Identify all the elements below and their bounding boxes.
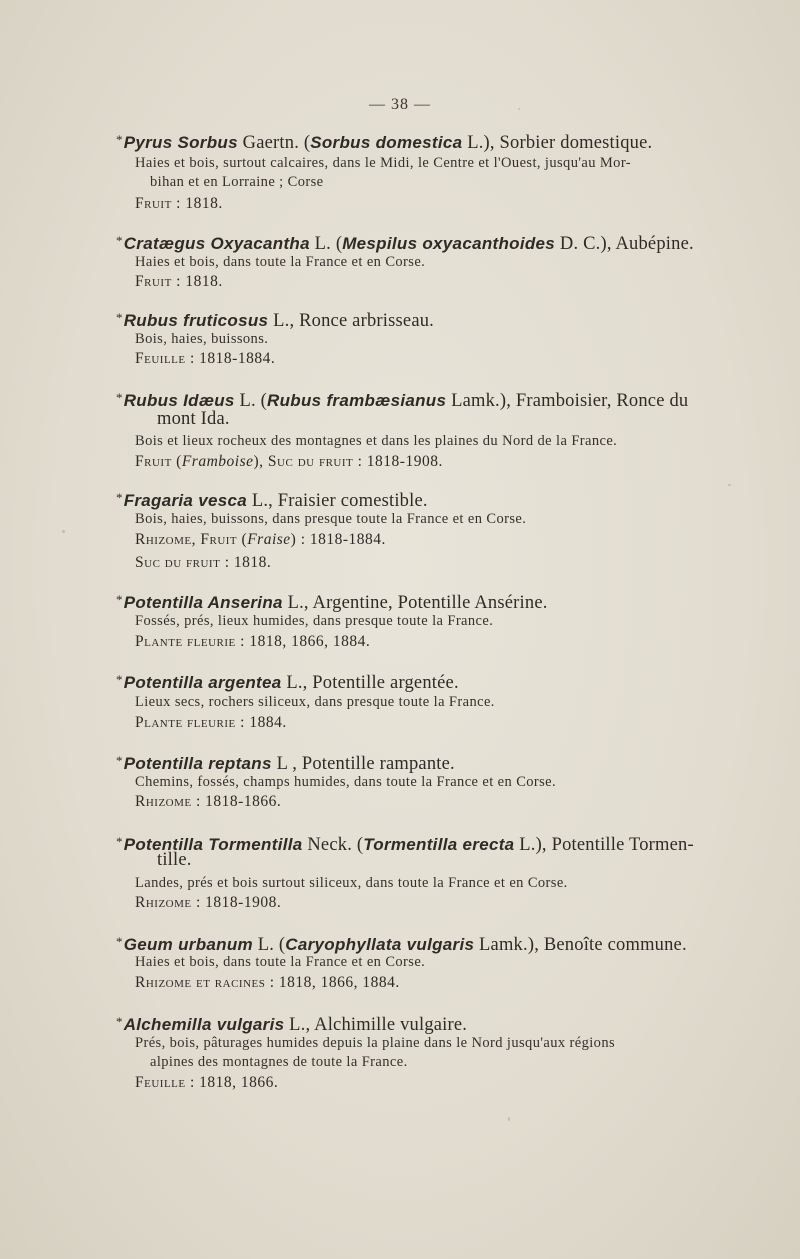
habitat-line: Chemins, fossés, champs humides, dans toute la France et en Corse.	[135, 774, 557, 790]
organ-product: Fraise	[247, 531, 291, 548]
asterisk-mark: *	[116, 132, 123, 147]
author-text: L. (	[309, 234, 343, 254]
asterisk-mark: *	[116, 490, 123, 505]
heading-continuation: mont Ida.	[157, 409, 230, 429]
paper-speck	[62, 530, 65, 533]
habitat-line: Prés, bois, pâturages humides depuis la plaine dans le Nord jusqu'aux régions	[135, 1035, 616, 1051]
latin-name: Potentilla Tormentilla	[123, 835, 303, 854]
organ-dates: Plante fleurie : 1884.	[135, 714, 287, 731]
organ-dates: Rhizome : 1818-1908.	[135, 894, 282, 911]
species-heading	[116, 830, 694, 857]
page-number: — 38 —	[369, 96, 431, 113]
organ-dates: Rhizome : 1818-1866.	[135, 793, 282, 810]
common-name: Lamk.), Framboisier, Ronce du	[446, 391, 689, 411]
organ-dates	[135, 452, 443, 472]
species-heading	[116, 306, 434, 333]
common-name: L , Potentille rampante.	[271, 754, 455, 774]
species-heading	[116, 668, 459, 695]
author-text: Neck. (	[302, 835, 364, 855]
author-text: L. (	[234, 391, 268, 411]
asterisk-mark: *	[116, 753, 123, 768]
synonym-name: Sorbus domestica	[310, 133, 463, 152]
common-name: L., Alchimille vulgaire.	[284, 1015, 468, 1035]
latin-name: Rubus fruticosus	[123, 311, 269, 330]
habitat-line: Bois, haies, buissons, dans presque toute la France et en Corse.	[135, 511, 527, 527]
latin-name: Fragaria vesca	[123, 491, 247, 510]
habitat-line: Bois et lieux rocheux des montagnes et dans les plaines du Nord de la France.	[135, 433, 618, 449]
latin-name: Potentilla argentea	[123, 673, 282, 692]
organ-dates	[135, 530, 386, 550]
latin-name: Pyrus Sorbus	[123, 133, 238, 152]
organ-dates: Fruit : 1818.	[135, 195, 223, 212]
latin-name: Alchemilla vulgaris	[123, 1015, 285, 1034]
synonym-name: Tormentilla erecta	[363, 835, 515, 854]
common-name: L., Ronce arbrisseau.	[268, 311, 435, 331]
latin-name: Cratægus Oxyacantha	[123, 234, 310, 253]
organ-dates: Feuille : 1818-1884.	[135, 350, 276, 367]
organ-product: Framboise	[181, 453, 254, 470]
asterisk-mark: *	[116, 834, 123, 849]
common-name: L.), Sorbier domestique.	[462, 133, 653, 153]
asterisk-mark: *	[116, 1014, 123, 1029]
paper-speck	[508, 1117, 510, 1121]
asterisk-mark: *	[116, 390, 123, 405]
common-name: L.), Potentille Tormen-	[514, 835, 694, 855]
species-heading	[116, 749, 455, 776]
asterisk-mark: *	[116, 310, 123, 325]
species-heading	[116, 128, 652, 155]
organ-dates: Suc du fruit : 1818.	[135, 554, 272, 571]
asterisk-mark: *	[116, 672, 123, 687]
synonym-name: Caryophyllata vulgaris	[285, 935, 475, 954]
synonym-name: Mespilus oxyacanthoides	[342, 234, 556, 253]
habitat-line: bihan et en Lorraine ; Corse	[150, 174, 324, 190]
paper-speck	[518, 108, 520, 110]
habitat-line: Haies et bois, dans toute la France et en Corse.	[135, 254, 426, 270]
heading-continuation: tille.	[157, 850, 192, 870]
organ-dates: Feuille : 1818, 1866.	[135, 1074, 279, 1091]
latin-name: Potentilla reptans	[123, 754, 272, 773]
habitat-line: Fossés, prés, lieux humides, dans presque toute la France.	[135, 613, 494, 629]
paper-speck	[728, 484, 731, 486]
habitat-line: Lieux secs, rochers siliceux, dans presque toute la France.	[135, 694, 495, 710]
habitat-line: Haies et bois, dans toute la France et en Corse.	[135, 954, 426, 970]
asterisk-mark: *	[116, 592, 123, 607]
organ-label: Rhizome, Fruit (	[135, 531, 248, 548]
habitat-line: Haies et bois, surtout calcaires, dans le Midi, le Centre et l'Ouest, jusqu'au Mor-	[135, 155, 631, 171]
species-heading	[116, 588, 548, 615]
common-name: D. C.), Aubépine.	[555, 234, 694, 254]
author-text: Gaertn. (	[237, 133, 311, 153]
organ-dates: Fruit : 1818.	[135, 273, 223, 290]
habitat-line: alpines des montagnes de toute la France.	[150, 1054, 408, 1070]
species-heading	[116, 1010, 467, 1037]
species-heading	[116, 229, 694, 256]
organ-dates: Rhizome et racines : 1818, 1866, 1884.	[135, 974, 400, 991]
latin-name: Geum urbanum	[123, 935, 253, 954]
organ-label: Fruit (	[135, 453, 182, 470]
asterisk-mark: *	[116, 934, 123, 949]
common-name: Lamk.), Benoîte commune.	[474, 935, 687, 955]
common-name: L., Fraisier comestible.	[247, 491, 428, 511]
author-text: L. (	[252, 935, 286, 955]
organ-dates: Plante fleurie : 1818, 1866, 1884.	[135, 633, 371, 650]
species-heading	[116, 486, 428, 513]
organ-label: ) : 1818-1884.	[290, 531, 386, 548]
common-name: L., Potentille argentée.	[281, 673, 459, 693]
latin-name: Potentilla Anserina	[123, 593, 283, 612]
habitat-line: Bois, haies, buissons.	[135, 331, 269, 347]
synonym-name: Rubus frambæsianus	[267, 391, 447, 410]
organ-label: ), Suc du fruit : 1818-1908.	[253, 453, 443, 470]
habitat-line: Landes, prés et bois surtout siliceux, dans toute la France et en Corse.	[135, 875, 568, 891]
common-name: L., Argentine, Potentille Ansérine.	[282, 593, 548, 613]
asterisk-mark: *	[116, 233, 123, 248]
latin-name: Rubus Idæus	[123, 391, 235, 410]
